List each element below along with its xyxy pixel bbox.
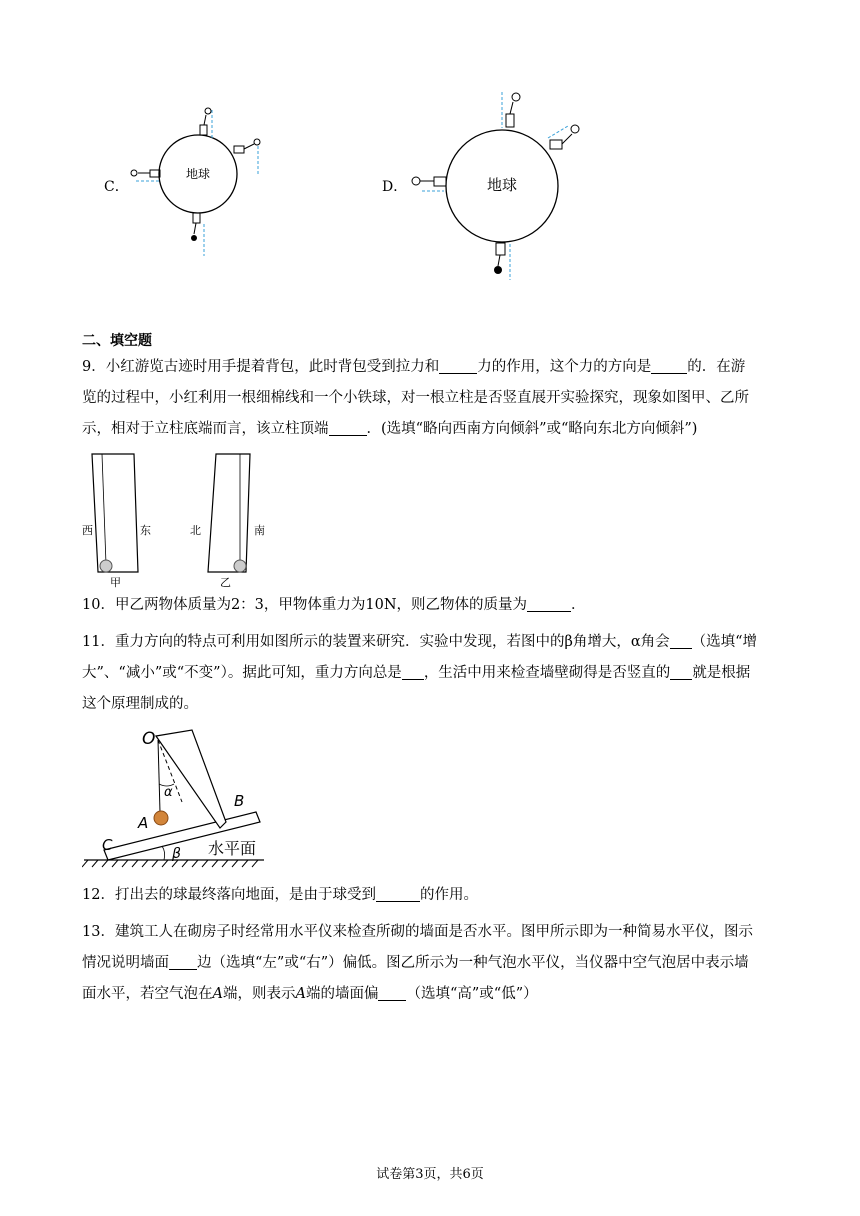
question-9 (82, 352, 782, 445)
q9-text: 示，相对于立柱底端而言，该立柱顶端 (82, 421, 329, 437)
answer-blank (670, 632, 692, 649)
q13-italic-a: A (212, 986, 223, 1002)
answer-blank (527, 595, 571, 612)
q11-text: 就是根据 (692, 665, 751, 681)
label-ground: 水平面 (208, 839, 257, 858)
q11-line-3: 这个原理制成的。 (82, 696, 198, 712)
answer-blank (402, 663, 424, 680)
q9-text: 力的作用，这个力的方向是 (477, 359, 652, 375)
answer-blank (329, 419, 367, 436)
q9-text: 的．在游 (687, 359, 746, 375)
q13-text: 面水平，若空气泡在 (82, 986, 213, 1002)
q9-line-2: 览的过程中，小红利用一根细棉线和一个小铁球，对一根立柱是否竖直展开实验探究，现象如图甲、乙所 (82, 390, 749, 406)
page-footer: 试卷第3页，共6页 (376, 1167, 484, 1182)
q11-text: 11．重力方向的特点可利用如图所示的装置来研究．实验中发现，若图中的β角增大，α角会 (82, 634, 670, 650)
q9-text: 9．小红游览古迹时用手提着背包，此时背包受到拉力和 (82, 359, 440, 375)
label-alpha: α (164, 785, 173, 800)
earth-label: 地球 (185, 167, 211, 181)
question-13 (82, 917, 782, 1010)
q13-text: 端的墙面偏 (305, 986, 379, 1002)
option-d-label: D． (382, 179, 408, 195)
answer-blank (651, 357, 687, 374)
option-c-earth-figure (120, 100, 280, 260)
q13-text: 边（选填“左”或“右”）偏低。图乙所示为一种气泡水平仪，当仪器中空气泡居中表示墙 (197, 955, 749, 971)
q11-text: （选填“增 (691, 634, 758, 650)
section-title: 二、填空题 (82, 333, 152, 349)
q10-text: 10．甲乙两物体质量为2：3，甲物体重力为10N，则乙物体的质量为 (82, 597, 528, 613)
q13-text: （选填“高”或“低”） (406, 986, 538, 1002)
direction-south: 南 (254, 524, 265, 537)
option-c-label: C． (104, 179, 129, 195)
answer-blank (169, 953, 197, 970)
q13-line-3 (82, 979, 782, 1010)
question-10 (82, 590, 782, 621)
label-b: B (234, 792, 245, 810)
label-o: O (142, 729, 156, 749)
caption-jia: 甲 (110, 576, 121, 588)
q11-text: ，生活中用来检查墙壁砌得是否竖直的 (423, 665, 671, 681)
answer-blank (439, 357, 477, 374)
option-d-earth-figure (400, 88, 600, 284)
caption-yi: 乙 (220, 576, 231, 588)
answer-blank (378, 984, 406, 1001)
q12-text: 的作用。 (419, 887, 478, 903)
q13-line-2 (82, 948, 782, 979)
earth-label: 地球 (486, 176, 518, 194)
direction-east: 东 (140, 524, 151, 537)
answer-blank (376, 885, 420, 902)
q13-line-1: 13．建筑工人在砌房子时经常用水平仪来检查所砌的墙面是否水平。图甲所示即为一种简易水平仪，图示 (82, 924, 753, 940)
q13-text: 情况说明墙面 (82, 955, 169, 971)
q9-text: ．(选填“略向西南方向倾斜”或“略向东北方向倾斜”) (366, 421, 698, 437)
q13-italic-a: A (295, 986, 306, 1002)
label-a: A (138, 814, 149, 832)
q9-line-3 (82, 414, 782, 445)
q11-line-1 (82, 627, 782, 658)
q9-line-1 (82, 352, 782, 383)
q9-pillar-figure (78, 448, 278, 588)
q11-line-2 (82, 658, 782, 689)
q13-text: 端，则表示 (222, 986, 296, 1002)
answer-blank (670, 663, 692, 680)
q10-text: ． (571, 597, 586, 613)
q12-text: 12．打出去的球最终落向地面，是由于球受到 (82, 887, 376, 903)
question-11 (82, 627, 782, 720)
label-beta: β (172, 846, 181, 862)
q11-incline-figure (82, 726, 282, 868)
q11-text: 大”、“减小”或“不变”）。据此可知，重力方向总是 (82, 665, 402, 681)
question-12 (82, 880, 782, 911)
direction-north: 北 (190, 524, 201, 537)
direction-west: 西 (82, 524, 93, 537)
label-c: C (102, 836, 113, 854)
